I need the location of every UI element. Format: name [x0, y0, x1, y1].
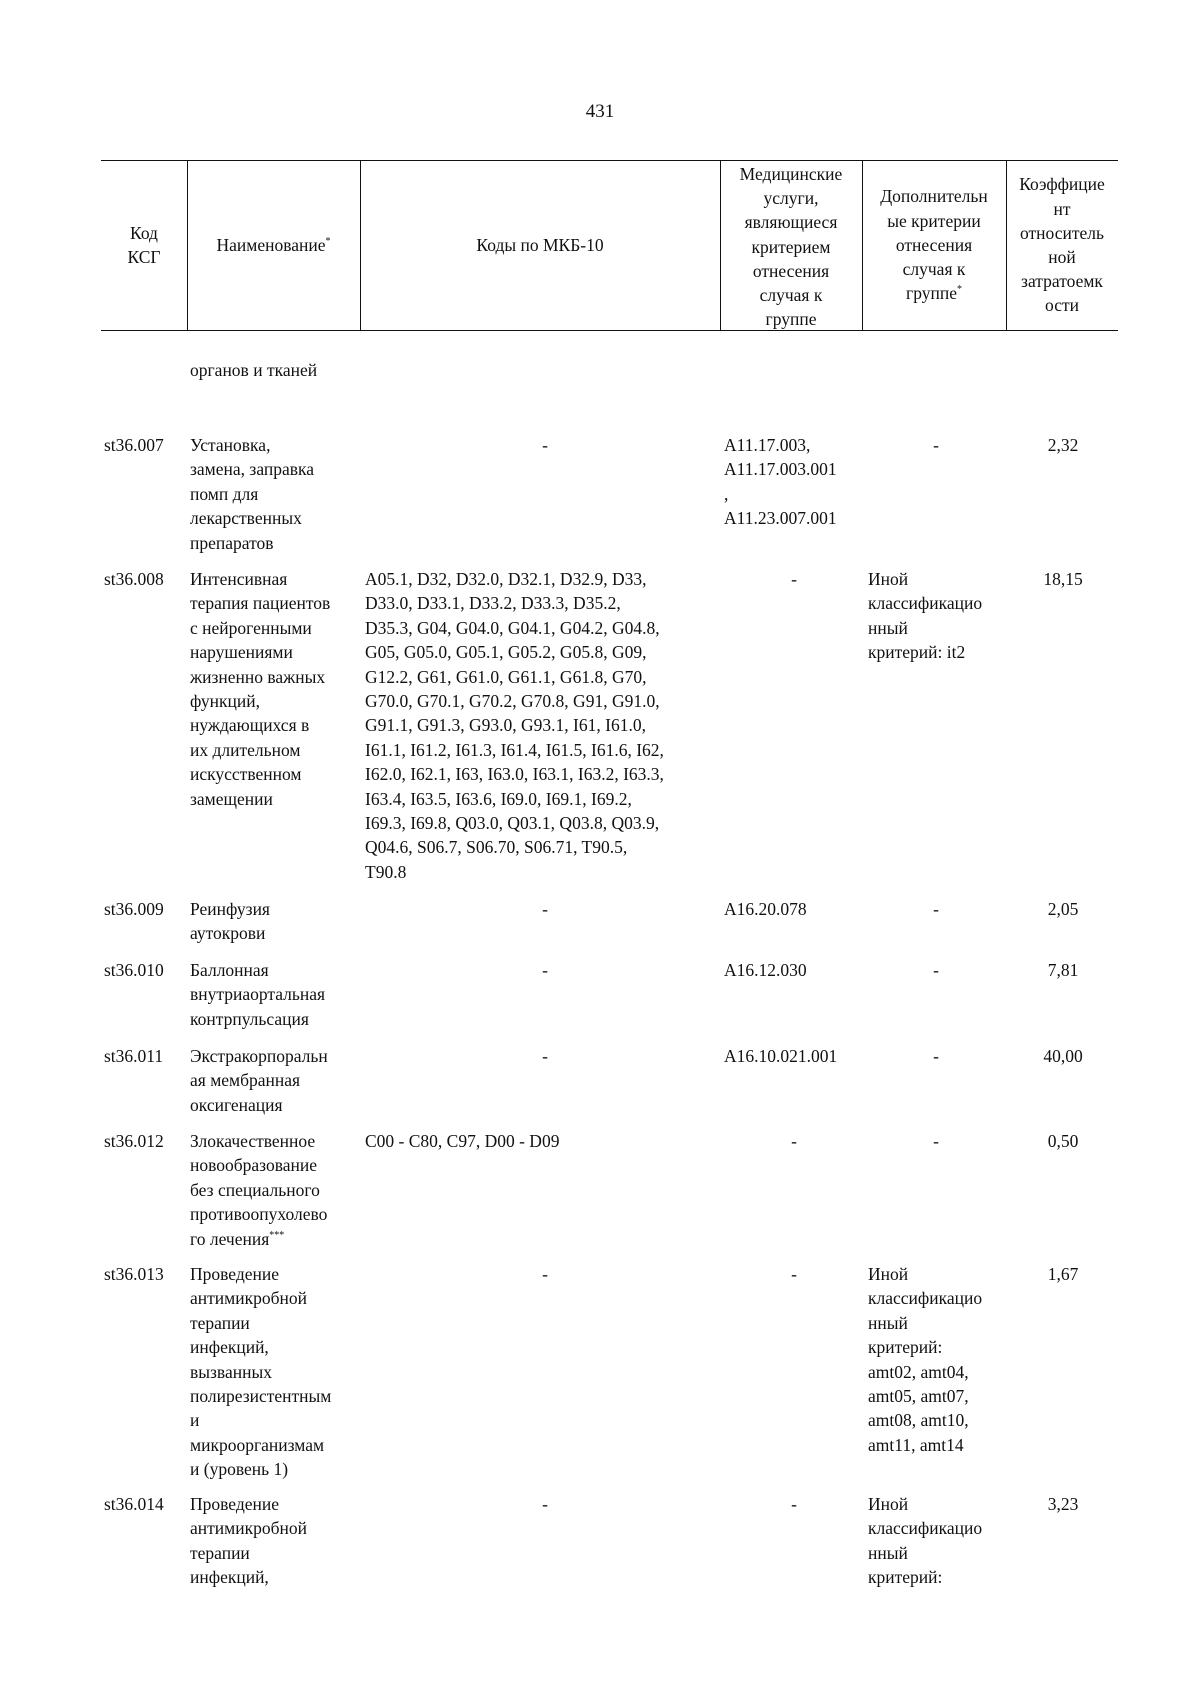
cell-code: st36.013: [104, 1264, 164, 1284]
cell-services: -: [791, 1494, 797, 1514]
cell-services: -: [791, 1264, 797, 1284]
cell-additional: -: [933, 435, 939, 455]
cell-name: Баллонная внутриаортальная контрпульсация: [190, 960, 326, 1029]
cell-icd: -: [542, 960, 548, 980]
cell-coefficient: 1,67: [1047, 1264, 1079, 1284]
cell-icd: -: [542, 899, 548, 919]
cell-name: Злокачественное новообразование без специального противоопухолево го лечения***: [190, 1131, 328, 1249]
header-icd: Коды по МКБ-10: [476, 234, 604, 255]
cell-additional: -: [933, 1046, 939, 1066]
cell-additional: Иной классификацио нный критерий:: [868, 1494, 983, 1588]
cell-icd: C00 - C80, C97, D00 - D09: [365, 1131, 560, 1151]
cell-additional: -: [933, 1131, 939, 1151]
header-coefficient: Коэффицие нт относитель ной затратоемк ости: [1019, 174, 1105, 316]
cell-coefficient: 3,23: [1047, 1494, 1079, 1514]
cell-code: st36.007: [104, 435, 164, 455]
cell-name: Установка, замена, заправка помп для лекарственных препаратов: [190, 435, 315, 553]
cell-name: Проведение антимикробной терапии инфекций,: [190, 1494, 307, 1588]
header-bottom-rule: [101, 330, 1118, 331]
cell-code: st36.014: [104, 1494, 164, 1514]
cell-services: -: [791, 1131, 797, 1151]
header-name-note: *: [325, 236, 331, 248]
cell-coefficient: 18,15: [1043, 569, 1083, 589]
header-additional: Дополнительн ые критерии отнесения случая к группе*: [880, 186, 988, 304]
header-additional-note: *: [956, 284, 962, 296]
cell-code: st36.009: [104, 899, 164, 919]
cell-services: A16.20.078: [724, 899, 807, 919]
cell-code: st36.010: [104, 960, 164, 980]
cell-additional: -: [933, 899, 939, 919]
cell-name: Экстракорпоральн ая мембранная оксигенация: [190, 1046, 328, 1115]
cell-icd: -: [542, 1494, 548, 1514]
cell-icd: -: [542, 1046, 548, 1066]
cell-coefficient: 40,00: [1043, 1046, 1083, 1066]
cell-coefficient: 2,05: [1047, 899, 1079, 919]
cell-additional: Иной классификацио нный критерий: amt02, amt04, amt05, amt07, amt08, amt10, amt11, amt14: [868, 1264, 983, 1455]
cell-services: -: [791, 569, 797, 589]
cell-coefficient: 2,32: [1047, 435, 1079, 455]
cell-coefficient: 0,50: [1047, 1131, 1079, 1151]
cell-code: st36.011: [104, 1046, 164, 1066]
header-name: Наименование*: [216, 234, 331, 255]
cell-icd: -: [542, 1264, 548, 1284]
cell-services: A16.12.030: [724, 960, 807, 980]
cell-services: A11.17.003, A11.17.003.001 , A11.23.007.001: [724, 435, 837, 529]
cell-services: A16.10.021.001: [724, 1046, 838, 1066]
cell-icd: -: [542, 435, 548, 455]
cell-code: st36.012: [104, 1131, 164, 1151]
cell-additional: Иной классификацио нный критерий: it2: [868, 569, 983, 663]
cell-icd: A05.1, D32, D32.0, D32.1, D32.9, D33, D33.0, D33.1, D33.2, D33.3, D35.2, D35.3, G04, G04.0, G04.1, G04.2, G04.8, G05, G05.0, G05.1, G05.2, G05.8, G09, G12.2, G61, G61.0, G61.1, G61.8, G70, G70.0, G70.1, G70.2, G70.8, G91, G91.0, G91.1, G91.3, G93.0, G93.1, I61, I61.0, I61.1, I61.2, I61.3, I61.4, I61.5, I61.6, I62, I62.0, I62.1, I63, I63.0, I63.1, I63.2, I63.3, I63.4, I63.5, I63.6, I69.0, I69.1, I69.2, I69.3, I69.8, Q03.0, Q03.1, Q03.8, Q03.9, Q04.6, S06.7, S06.70, S06.71, T90.5, T90.8: [365, 569, 664, 882]
cell-coefficient: 7,81: [1047, 960, 1079, 980]
cell-additional: -: [933, 960, 939, 980]
page-number: 431: [585, 101, 615, 122]
header-code: Код КСГ: [127, 222, 161, 267]
cell-code: st36.008: [104, 569, 164, 589]
cell-name: Проведение антимикробной терапии инфекций, вызванных полирезистентным и микроорганизмам и (уровень 1): [190, 1264, 332, 1480]
name-note: ***: [269, 1229, 285, 1241]
header-services: Медицинские услуги, являющиеся критерием отнесения случая к группе: [739, 164, 843, 330]
cell-name: Интенсивная терапия пациентов с нейрогенными нарушениями жизненно важных функций, нуждающихся в их длительном искусственном замещении: [190, 569, 331, 809]
cell-name: Реинфузия аутокрови: [190, 899, 270, 944]
cell-name: органов и тканей: [190, 360, 318, 380]
